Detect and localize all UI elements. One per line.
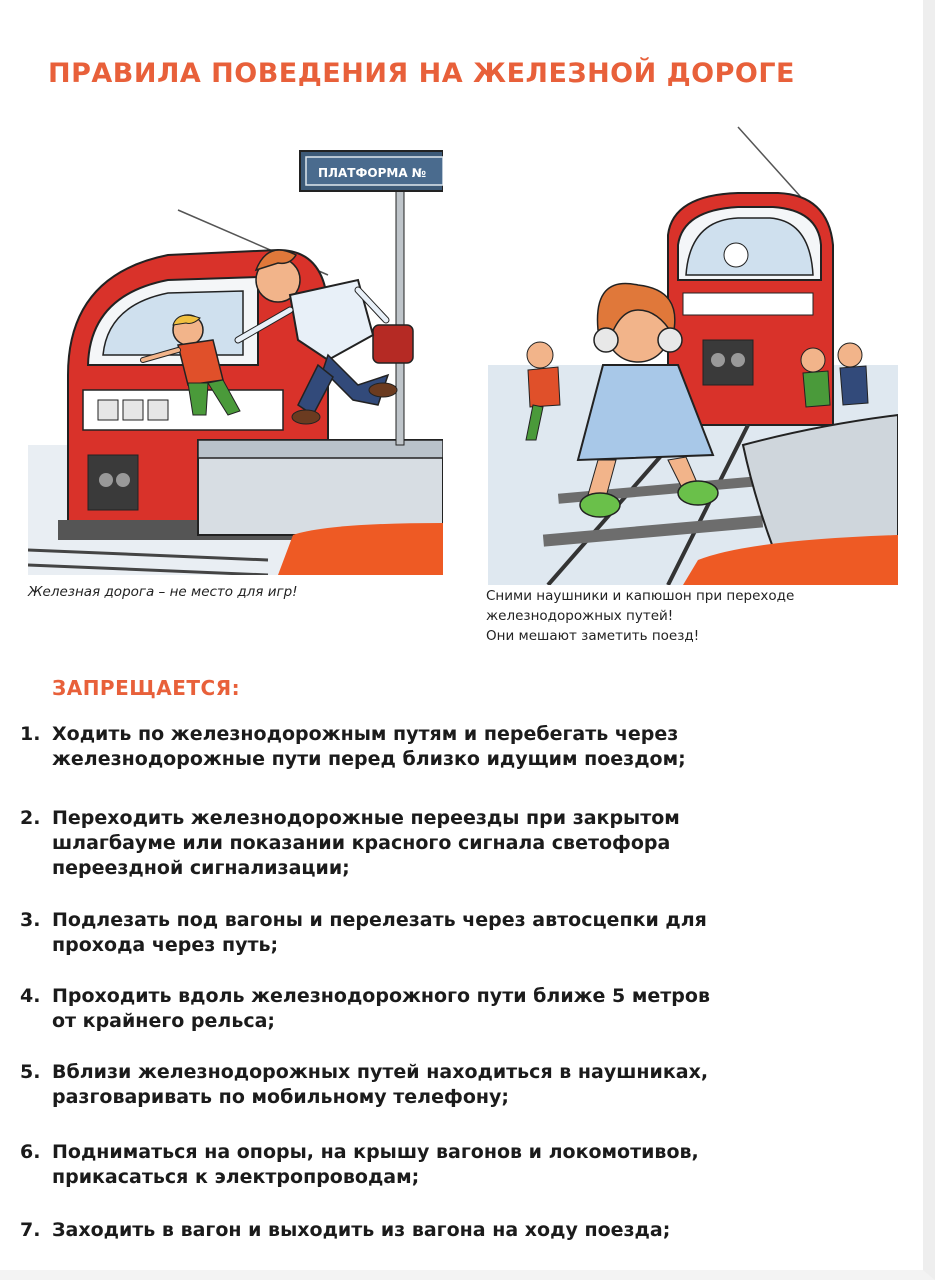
rule-text-line: прикасаться к электропроводам; bbox=[52, 1166, 420, 1188]
rule-number: 6. bbox=[20, 1141, 41, 1163]
rule-item bbox=[20, 1140, 880, 1190]
illustration-platform-play bbox=[28, 115, 443, 575]
rule-text-line: Заходить в вагон и выходить из вагона на ходу поезда; bbox=[52, 1219, 671, 1241]
rule-item bbox=[20, 722, 880, 772]
rule-text-line: Ходить по железнодорожным путям и перебегать через bbox=[52, 723, 679, 745]
rule-text-line: Переходить железнодорожные переезды при закрытом bbox=[52, 807, 680, 829]
rule-text-line: Подниматься на опоры, на крышу вагонов и локомотивов, bbox=[52, 1141, 699, 1163]
rule-number: 4. bbox=[20, 985, 41, 1007]
rule-item bbox=[20, 984, 880, 1034]
rule-text-line: Проходить вдоль железнодорожного пути ближе 5 метров bbox=[52, 985, 710, 1007]
rule-text-line: железнодорожные пути перед близко идущим поездом; bbox=[52, 748, 686, 770]
rule-text-line: шлагбауме или показании красного сигнала светофора bbox=[52, 832, 671, 854]
rule-text-line: Подлезать под вагоны и перелезать через автосцепки для bbox=[52, 909, 707, 931]
platform-sign-text: ПЛАТФОРМА № bbox=[318, 166, 427, 180]
rule-item bbox=[20, 1218, 880, 1243]
caption-headphones-line: железнодорожных путей! bbox=[486, 608, 674, 624]
illustration-headphones-crossing bbox=[488, 115, 898, 585]
rule-number: 1. bbox=[20, 723, 41, 745]
rule-number: 5. bbox=[20, 1061, 41, 1083]
rule-text-line: от крайнего рельса; bbox=[52, 1010, 276, 1032]
forbidden-heading: ЗАПРЕЩАЕТСЯ: bbox=[52, 676, 241, 700]
rule-text-line: Вблизи железнодорожных путей находиться в наушниках, bbox=[52, 1061, 709, 1083]
poster-title: ПРАВИЛА ПОВЕДЕНИЯ НА ЖЕЛЕЗНОЙ ДОРОГЕ bbox=[48, 58, 795, 89]
illustration-platform-play-drawing bbox=[28, 115, 443, 575]
rule-text-line: прохода через путь; bbox=[52, 934, 279, 956]
caption-headphones-line: Они мешают заметить поезд! bbox=[486, 628, 700, 644]
rule-text-line: разговаривать по мобильному телефону; bbox=[52, 1086, 510, 1108]
rule-number: 2. bbox=[20, 807, 41, 829]
rule-item bbox=[20, 1060, 880, 1110]
illustration-headphones-crossing-drawing bbox=[488, 115, 898, 585]
rule-item bbox=[20, 806, 880, 881]
caption-no-playing: Железная дорога – не место для игр! bbox=[28, 584, 298, 600]
rule-number: 7. bbox=[20, 1219, 41, 1241]
rule-text-line: переездной сигнализации; bbox=[52, 857, 350, 879]
caption-headphones-line: Сними наушники и капюшон при переходе bbox=[486, 588, 795, 604]
rule-item bbox=[20, 908, 880, 958]
caption-headphones bbox=[486, 586, 906, 646]
rule-number: 3. bbox=[20, 909, 41, 931]
